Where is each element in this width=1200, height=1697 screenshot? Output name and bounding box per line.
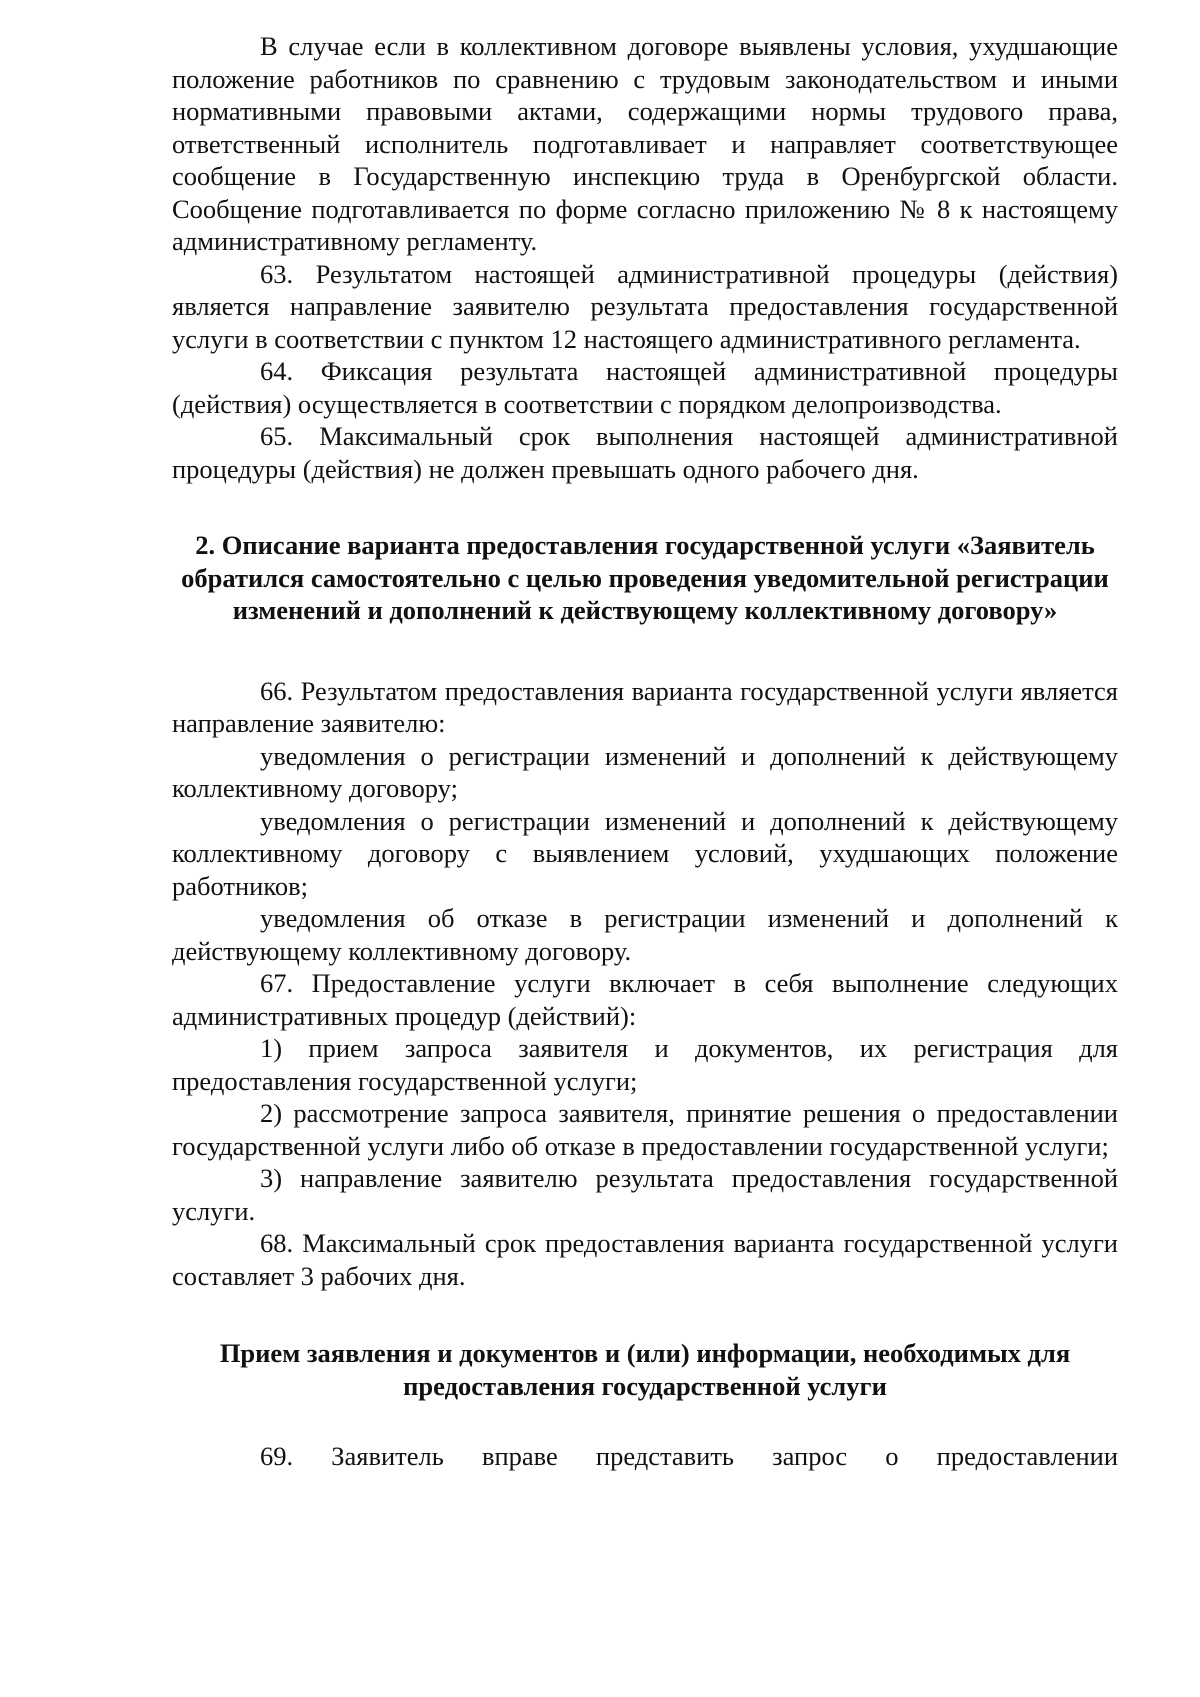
- list-item-procedure-2: 2) рассмотрение запроса заявителя, принятие решения о предоставлении государственной услуги либо об отказе в предоставлении государственной услуги;: [172, 1098, 1118, 1161]
- paragraph-68: 68. Максимальный срок предоставления варианта государственной услуги составляет 3 рабочих дня.: [172, 1228, 1118, 1291]
- paragraph-67: 67. Предоставление услуги включает в себя выполнение следующих административных процедур (действий):: [172, 968, 1118, 1031]
- paragraph-65: 65. Максимальный срок выполнения настоящей административной процедуры (действия) не должен превышать одного рабочего дня.: [172, 421, 1118, 484]
- paragraph-66: 66. Результатом предоставления варианта государственной услуги является направление заявителю:: [172, 675, 1118, 738]
- section-heading: 2. Описание варианта предоставления государственной услуги «Заявитель обратился самостоятельно с целью проведения уведомительной регистрации изменений и дополнений к действующему коллективному договору»: [181, 530, 1109, 625]
- paragraph-69: 69. Заявитель вправе представить запрос о предоставлении: [260, 1441, 1118, 1471]
- list-item-procedure-3: 3) направление заявителю результата предоставления государственной услуги.: [172, 1163, 1118, 1226]
- list-item-result-2: уведомления о регистрации изменений и дополнений к действующему коллективному договору с выявлением условий, ухудшающих положение работников;: [172, 805, 1118, 901]
- paragraph-64: 64. Фиксация результата настоящей административной процедуры (действия) осуществляется в соответствии с порядком делопроизводства.: [172, 356, 1118, 419]
- paragraph-notice-to-labor-inspection: В случае если в коллективном договоре выявлены условия, ухудшающие положение работников по сравнению с трудовым законодательством и иными нормативными правовыми актами, содержащими нормы трудового права, ответственный исполнитель подготавливает и направляет соответствующее сообщение в Государственную инспекцию труда в Оренбургской области. Сообщение подготавливается по форме согласно приложению № 8 к настоящему административному регламенту.: [172, 31, 1118, 256]
- list-item-result-3: уведомления об отказе в регистрации изменений и дополнений к действующему коллективному договору.: [172, 903, 1118, 966]
- list-item-procedure-1: 1) прием запроса заявителя и документов, их регистрация для предоставления государственной услуги;: [172, 1033, 1118, 1096]
- list-item-result-1: уведомления о регистрации изменений и дополнений к действующему коллективному договору;: [172, 740, 1118, 803]
- document-page: [172, 30, 1118, 1473]
- paragraph-63: 63. Результатом настоящей административной процедуры (действия) является направление заявителю результата предоставления государственной услуги в соответствии с пунктом 12 настоящего административного регламента.: [172, 258, 1118, 354]
- subsection-heading: Прием заявления и документов и (или) информации, необходимых для предоставления государственной услуги: [219, 1338, 1071, 1401]
